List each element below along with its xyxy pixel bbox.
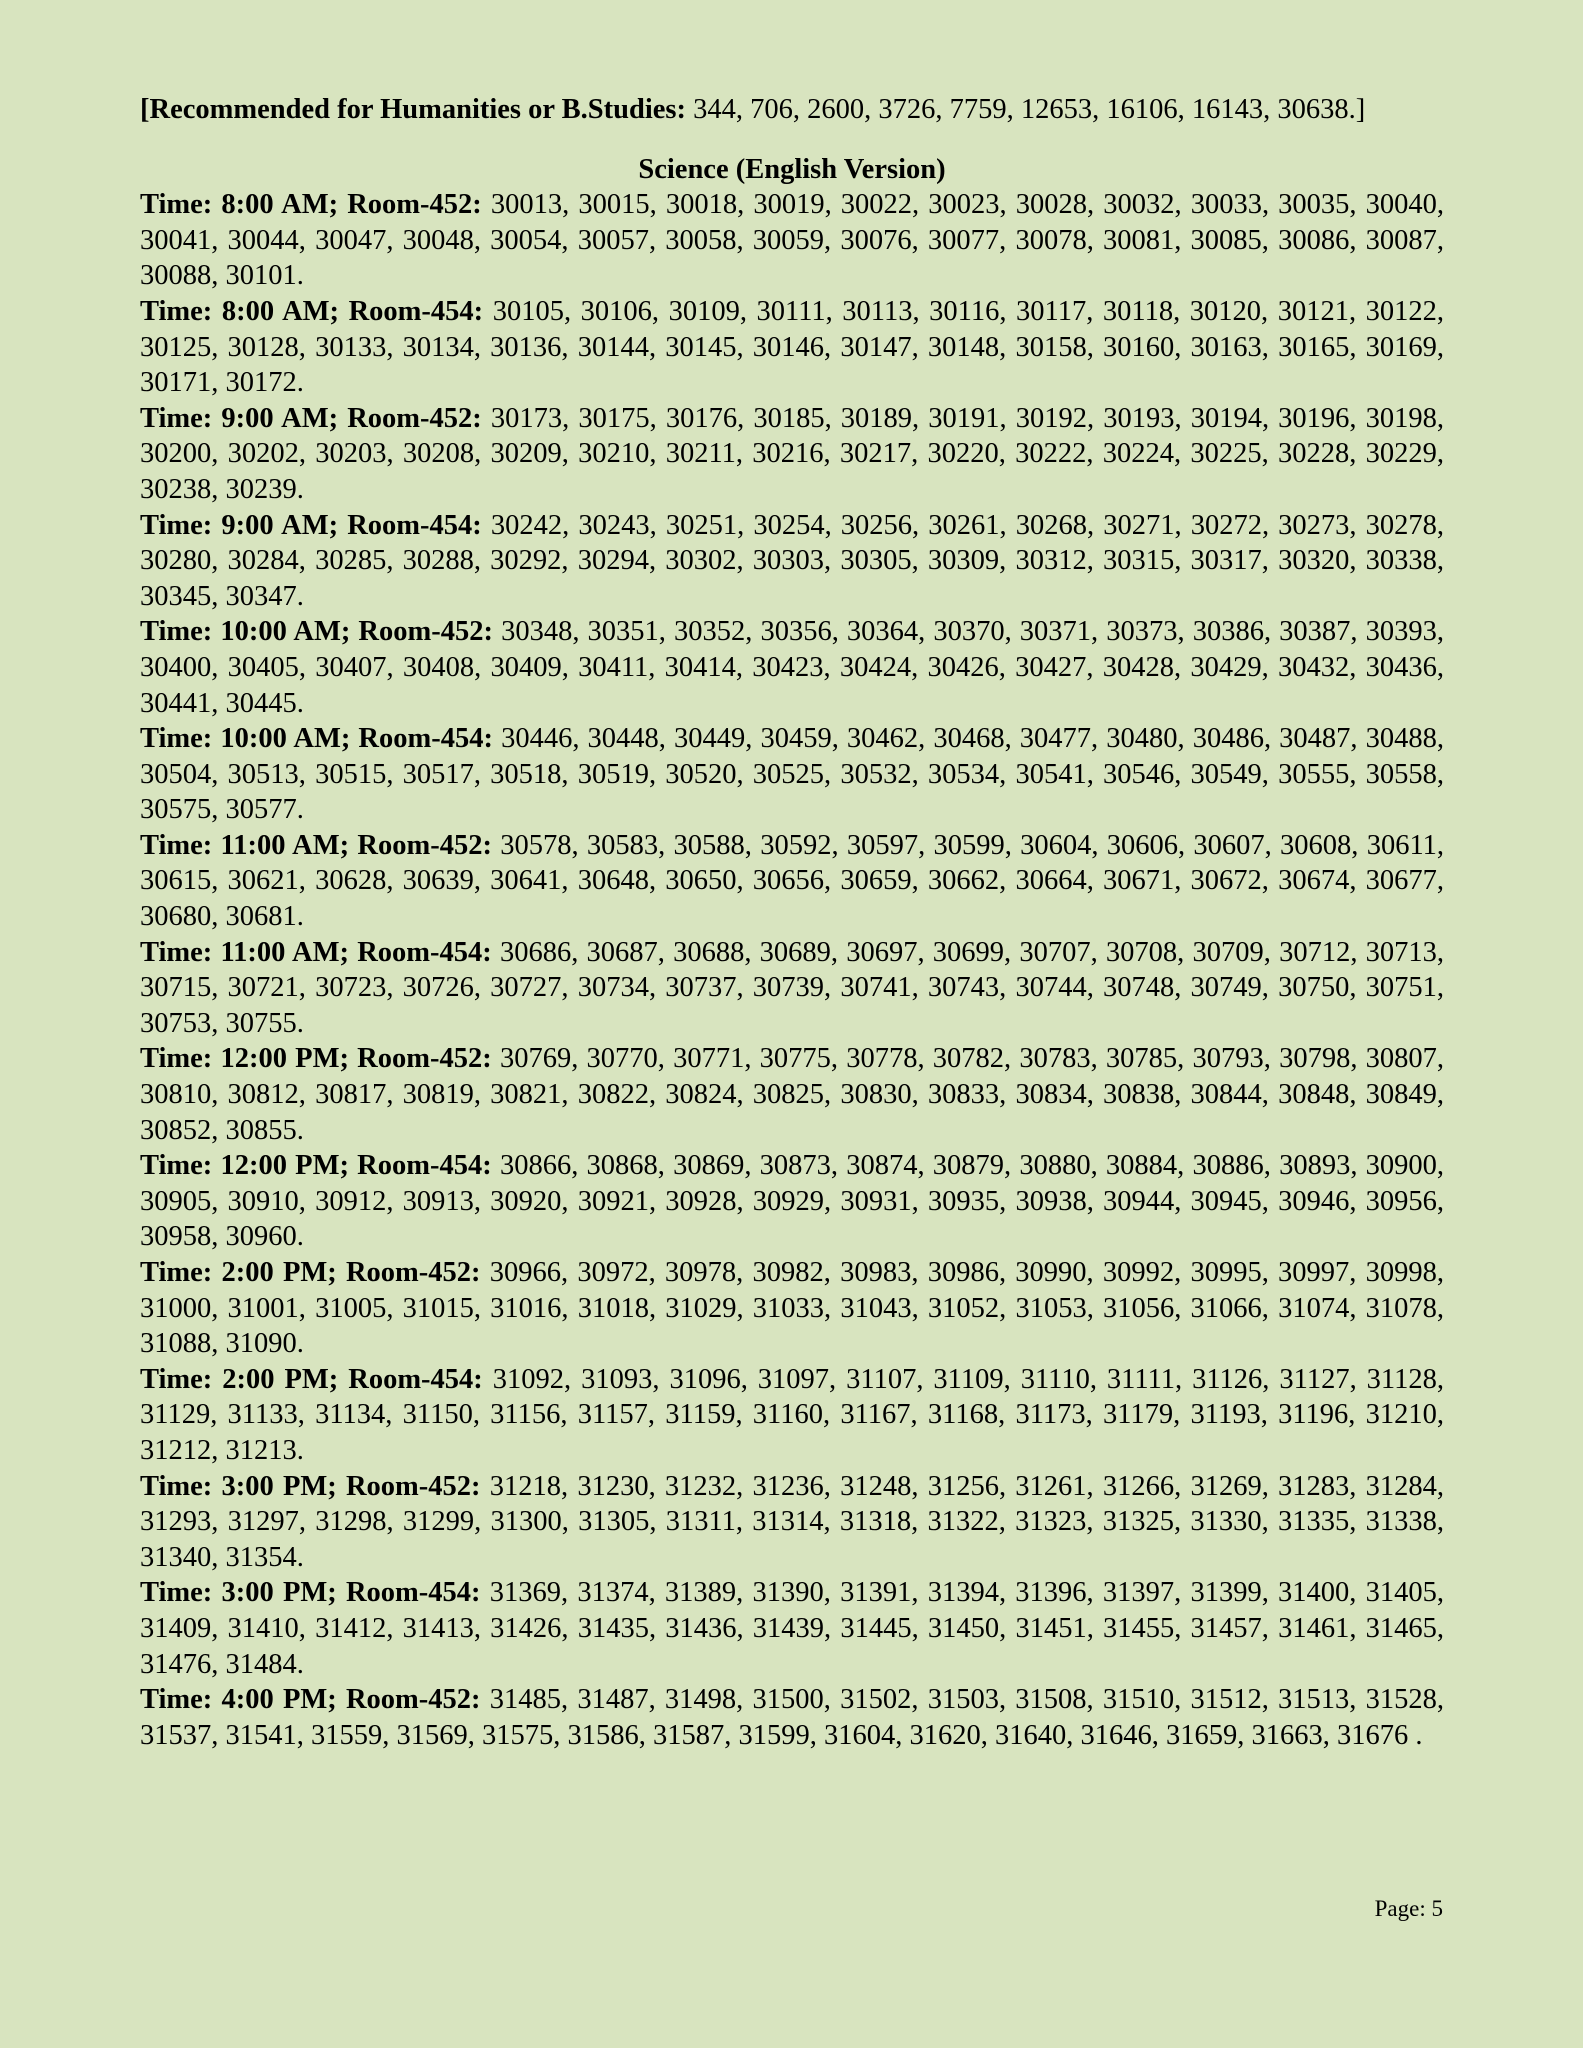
roll-numbers: 30769, 30770, 30771, 30775, 30778, 30782, 30783, 30785, 30793, 30798, 30807, 30810, 30812, 30817, 30819, 30821, 30822, 30824, 30825, 30830, 30833, 30834, 30838, 30844, 30848, 30849, 30852, 30855. [140, 1043, 1445, 1146]
roll-numbers: 30105, 30106, 30109, 30111, 30113, 30116, 30117, 30118, 30120, 30121, 30122, 30125, 30128, 30133, 30134, 30136, 30144, 30145, 30146, 30147, 30148, 30158, 30160, 30163, 30165, 30169, 30171, 30172. [140, 295, 1445, 399]
schedule-entry [140, 828, 1444, 935]
time-room-label: Time: 2:00 PM; Room-452: [140, 1257, 481, 1288]
schedule-entry [140, 401, 1444, 508]
roll-numbers: 30242, 30243, 30251, 30254, 30256, 30261, 30268, 30271, 30272, 30273, 30278, 30280, 30284, 30285, 30288, 30292, 30294, 30302, 30303, 30305, 30309, 30312, 30315, 30317, 30320, 30338, 30345, 30347. [140, 509, 1445, 612]
schedule-entry [140, 294, 1444, 401]
recommended-label-text: Recommended for Humanities or B.Studies: [149, 94, 686, 125]
roll-numbers: 30578, 30583, 30588, 30592, 30597, 30599, 30604, 30606, 30607, 30608, 30611, 30615, 30621, 30628, 30639, 30641, 30648, 30650, 30656, 30659, 30662, 30664, 30671, 30672, 30674, 30677, 30680, 30681. [140, 829, 1445, 933]
roll-numbers: 30348, 30351, 30352, 30356, 30364, 30370, 30371, 30373, 30386, 30387, 30393, 30400, 30405, 30407, 30408, 30409, 30411, 30414, 30423, 30424, 30426, 30427, 30428, 30429, 30432, 30436, 30441, 30445. [140, 616, 1445, 719]
schedule-entry [140, 721, 1444, 828]
schedule-entry [140, 1148, 1444, 1255]
schedule-entry [140, 935, 1444, 1042]
schedule-entry [140, 508, 1444, 615]
open-bracket: [ [140, 94, 150, 125]
roll-numbers: 31218, 31230, 31232, 31236, 31248, 31256, 31261, 31266, 31269, 31283, 31284, 31293, 31297, 31298, 31299, 31300, 31305, 31311, 31314, 31318, 31322, 31323, 31325, 31330, 31335, 31338, 31340, 31354. [140, 1470, 1445, 1573]
time-room-label: Time: 2:00 PM; Room-454: [140, 1363, 483, 1395]
roll-numbers: 30966, 30972, 30978, 30982, 30983, 30986, 30990, 30992, 30995, 30997, 30998, 31000, 31001, 31005, 31015, 31016, 31018, 31029, 31033, 31043, 31052, 31053, 31056, 31066, 31074, 31078, 31088, 31090. [140, 1257, 1445, 1360]
schedule-entry [140, 1469, 1444, 1576]
schedule-entry [140, 1041, 1444, 1148]
schedule-entry [140, 1362, 1444, 1469]
schedule-entry [140, 187, 1444, 294]
roll-numbers: 30173, 30175, 30176, 30185, 30189, 30191, 30192, 30193, 30194, 30196, 30198, 30200, 30202, 30203, 30208, 30209, 30210, 30211, 30216, 30217, 30220, 30222, 30224, 30225, 30228, 30229, 30238, 30239. [140, 402, 1445, 505]
time-room-label: Time: 10:00 AM; Room-452: [140, 616, 493, 648]
time-room-label: Time: 4:00 PM; Room-452: [140, 1684, 481, 1716]
recommended-numbers: 344, 706, 2600, 3726, 7759, 12653, 16106, 16143, 30638.] [693, 94, 1366, 125]
time-room-label: Time: 3:00 PM; Room-454: [140, 1577, 481, 1609]
roll-numbers: 31092, 31093, 31096, 31097, 31107, 31109, 31110, 31111, 31126, 31127, 31128, 31129, 31133, 31134, 31150, 31156, 31157, 31159, 31160, 31167, 31168, 31173, 31179, 31193, 31196, 31210, 31212, 31213. [140, 1363, 1444, 1466]
time-room-label: Time: 8:00 AM; Room-454: [140, 295, 484, 327]
time-room-label: Time: 11:00 AM; Room-452: [140, 829, 492, 861]
schedule-entry [140, 1255, 1444, 1362]
time-room-label: Time: 11:00 AM; Room-454: [140, 936, 492, 968]
schedule-entry [140, 1575, 1444, 1682]
time-room-label: Time: 8:00 AM; Room-452: [140, 189, 482, 221]
time-room-label: Time: 12:00 PM; Room-452: [140, 1043, 492, 1075]
time-room-label: Time: 9:00 AM; Room-452: [140, 402, 482, 434]
schedule-entry [140, 1682, 1444, 1753]
schedule-entry [140, 614, 1444, 721]
time-room-label: Time: 3:00 PM; Room-452: [140, 1470, 481, 1502]
recommended-label [140, 94, 686, 125]
roll-numbers: 31485, 31487, 31498, 31500, 31502, 31503, 31508, 31510, 31512, 31513, 31528, 31537, 31541, 31559, 31569, 31575, 31586, 31587, 31599, 31604, 31620, 31640, 31646, 31659, 31663, 31676 . [140, 1684, 1445, 1751]
page-number: Page: 5 [1374, 1896, 1443, 1921]
time-room-label: Time: 9:00 AM; Room-454: [140, 509, 482, 541]
document-body [140, 92, 1444, 1753]
roll-numbers: 30446, 30448, 30449, 30459, 30462, 30468, 30477, 30480, 30486, 30487, 30488, 30504, 30513, 30515, 30517, 30518, 30519, 30520, 30525, 30532, 30534, 30541, 30546, 30549, 30555, 30558, 30575, 30577. [140, 723, 1445, 826]
time-room-label: Time: 12:00 PM; Room-454: [140, 1150, 492, 1182]
roll-numbers: 31369, 31374, 31389, 31390, 31391, 31394, 31396, 31397, 31399, 31400, 31405, 31409, 31410, 31412, 31413, 31426, 31435, 31436, 31439, 31445, 31450, 31451, 31455, 31457, 31461, 31465, 31476, 31484. [140, 1577, 1445, 1680]
roll-numbers: 30013, 30015, 30018, 30019, 30022, 30023, 30028, 30032, 30033, 30035, 30040, 30041, 30044, 30047, 30048, 30054, 30057, 30058, 30059, 30076, 30077, 30078, 30081, 30085, 30086, 30087, 30088, 30101. [140, 189, 1445, 292]
roll-numbers: 30686, 30687, 30688, 30689, 30697, 30699, 30707, 30708, 30709, 30712, 30713, 30715, 30721, 30723, 30726, 30727, 30734, 30737, 30739, 30741, 30743, 30744, 30748, 30749, 30750, 30751, 30753, 30755. [140, 936, 1445, 1039]
roll-numbers: 30866, 30868, 30869, 30873, 30874, 30879, 30880, 30884, 30886, 30893, 30900, 30905, 30910, 30912, 30913, 30920, 30921, 30928, 30929, 30931, 30935, 30938, 30944, 30945, 30946, 30956, 30958, 30960. [140, 1150, 1445, 1253]
time-room-label: Time: 10:00 AM; Room-454: [140, 723, 493, 755]
schedule-list [140, 187, 1444, 1753]
section-title: Science (English Version) [638, 153, 946, 185]
recommended-note [140, 92, 1444, 128]
